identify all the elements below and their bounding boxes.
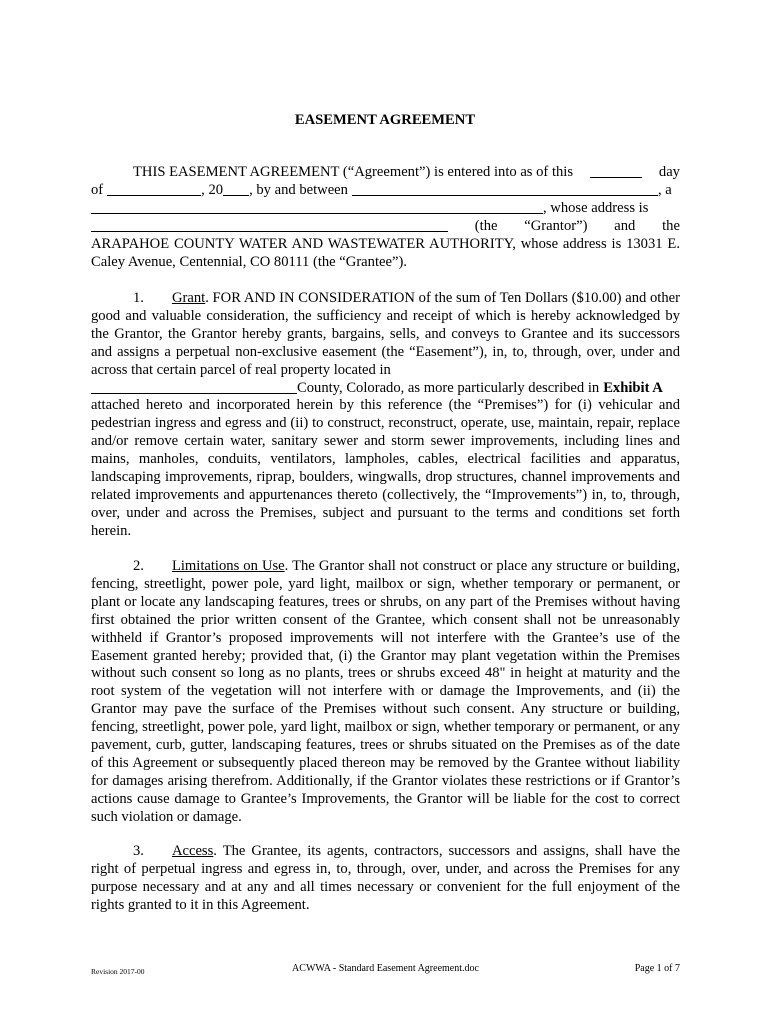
- preamble-address: , whose address is: [543, 199, 649, 216]
- preamble-line-4: [91, 218, 680, 236]
- preamble-line-2: [91, 182, 680, 200]
- section-1: [91, 290, 680, 541]
- preamble-text: THIS EASEMENT AGREEMENT (“Agreement”) is entered into as of this: [133, 164, 574, 180]
- section-3-para: [91, 843, 680, 915]
- grantor-entity-blank: [91, 200, 543, 214]
- preamble-year: , 20: [201, 181, 224, 198]
- day-blank: [590, 164, 642, 178]
- preamble-grantee: ARAPAHOE COUNTY WATER AND WASTEWATER AUTHORITY, whose address is 13031 E. Caley Avenue, Centennial, CO 80111 (the “Grantee”).: [91, 235, 680, 270]
- section-2: [91, 558, 680, 827]
- grantor-address-blank: [91, 218, 448, 232]
- section-1-text: . FOR AND IN CONSIDERATION of the sum of Ten Dollars ($10.00) and other good and valuable consideration, the sufficiency and receipt of which is hereby acknowledged by the Grantor, the Grantor hereby grants, bargains, sells, and conveys to Grantee and its successors and assigns a perpetual non-exclusive easement (the “Easement”), in, to, through, over, under and across that certain parcel of real property located in: [91, 290, 680, 378]
- section-3-heading: Access: [171, 843, 214, 859]
- section-1-para-2: attached hereto and incorporated herein by this reference (the “Premises”) for (i) vehicular and pedestrian ingress and egress and (ii) to construct, reconstruct, operate, use, maintain, repair, replace and/or remove certain water, sanitary sewer and storm sewer improvements, including lines and mains, manholes, conduits, ventilators, lampholes, cables, electrical facilities and apparatus, landscaping improvements, riprap, boulders, wingwalls, drop structures, channel improvements and related improvements and appurtenances thereto (collectively, the “Improvements”) in, to, through, over, under and across the Premises, subject and pursuant to the terms and conditions set forth herein.: [91, 397, 680, 539]
- county-blank: [91, 380, 297, 394]
- section-2-para: [91, 558, 680, 827]
- page-number: Page 1 of 7: [634, 963, 680, 974]
- section-3: [91, 843, 680, 915]
- section-3-number: 3.: [133, 843, 144, 859]
- preamble-day: day: [658, 164, 680, 180]
- preamble-a: , a: [657, 181, 672, 198]
- preamble-line-3: [91, 200, 680, 218]
- document-title: EASEMENT AGREEMENT: [294, 112, 476, 128]
- preamble-the2: the: [662, 217, 680, 234]
- section-1-para-1: [91, 290, 680, 380]
- preamble-line-1: [91, 164, 680, 182]
- section-2-number: 2.: [133, 558, 144, 574]
- county-text: County, Colorado, as more particularly described in: [297, 379, 600, 396]
- section-2-heading: Limitations on Use: [171, 558, 285, 574]
- footer-filename: ACWWA - Standard Easement Agreement.doc: [292, 963, 479, 974]
- month-blank: [107, 182, 201, 196]
- grantor-name-blank: [352, 182, 658, 196]
- revision-label: Revision 2017-00: [91, 967, 145, 976]
- preamble-the: (the: [474, 217, 498, 234]
- exhibit-a-reference: Exhibit A: [603, 379, 663, 396]
- preamble-grantor: “Grantor”): [524, 217, 588, 234]
- county-line: [91, 380, 680, 398]
- preamble: [91, 164, 680, 271]
- preamble-and: and: [614, 217, 636, 234]
- preamble-by: , by and between: [249, 181, 348, 198]
- year-blank: [223, 182, 249, 196]
- section-3-text: . The Grantee, its agents, contractors, successors and assigns, shall have the right of perpetual ingress and egress in, to, through, over, under, and across the Premises for any purpose necessary and at any and all times necessary or convenient for the full enjoyment of the rights granted to it in this Agreement.: [91, 843, 680, 913]
- section-1-number: 1.: [133, 290, 144, 306]
- section-2-text: . The Grantor shall not construct or place any structure or building, fencing, streetlight, power pole, yard light, mailbox or sign, whether temporary or permanent, or plant or locate any landscaping features, trees or shrubs, on any part of the Premises without having first obtained the prior written consent of the Grantee, which consent shall not be unreasonably withheld if Grantor’s proposed improvements will not interfere with the Grantee’s use of the Easement granted hereby; provided that, (i) the Grantor may plant vegetation within the Premises without such consent so long as no plants, trees or shrubs exceed 48" in height at maturity and the root system of the vegetation will not interfere with or damage the Improvements, and (ii) the Grantor may pave the surface of the Premises without such consent. Any structure or building, fencing, streetlight, power pole, yard light, mailbox or sign, whether temporary or permanent, or any pavement, curb, gutter, landscaping features, trees or shrubs situated on the Premises as of the date of this Agreement or subsequently placed thereon may be removed by the Grantee without liability for damages arising therefrom. Additionally, if the Grantor violates these restrictions or if Grantor’s actions cause damage to Grantee’s Improvements, the Grantor will be liable for the cost to correct such violation or damage.: [91, 558, 680, 825]
- section-1-heading: Grant: [171, 290, 206, 306]
- preamble-of: of: [91, 181, 104, 198]
